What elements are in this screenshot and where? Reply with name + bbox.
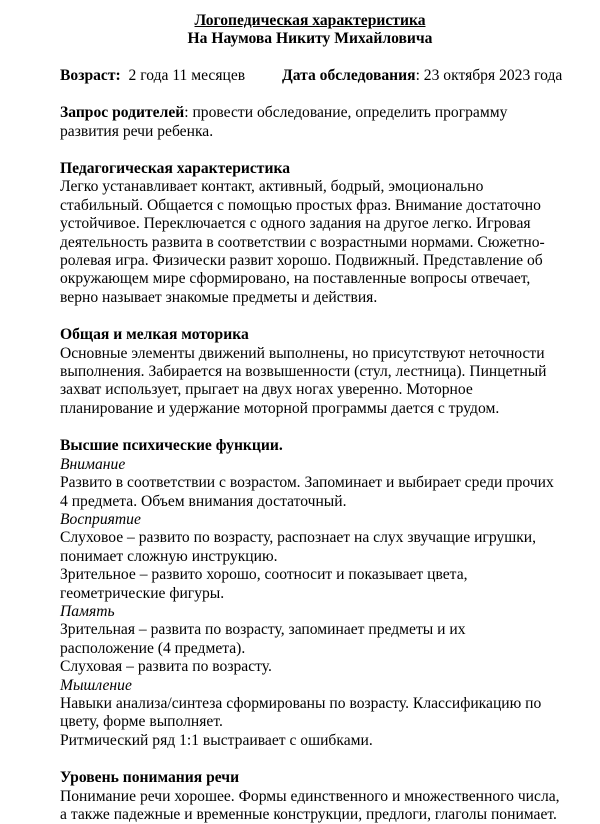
- exam-date-field: [282, 67, 562, 85]
- higher-functions-section: [60, 437, 560, 750]
- pedagogical-text: Легко устанавливает контакт, активный, бодрый, эмоционально стабильный. Общается с помощью простых фраз. Внимание достаточно устойчивое. Переключается с одного задания на другое легко. Игровая деятельность развита в соответствии с возрастными нормами. Сюжетно-ролевая игра. Физически развит хорошо. Подвижный. Представление об окружающем мире сформировано, на поставленные вопросы отвечает, верно называет знакомые предметы и действия.: [60, 178, 545, 306]
- document-page: [60, 12, 563, 824]
- thinking-text: Навыки анализа/синтеза сформированы по возрасту. Классификацию по цвету, форме выполняет.: [60, 694, 542, 731]
- motor-heading: Общая и мелкая моторика: [60, 326, 249, 344]
- parents-request-label: Запрос родителей: [60, 104, 185, 122]
- age-field: [60, 67, 245, 85]
- thinking-rhythm-text: Ритмический ряд 1:1 выстраивает с ошибками.: [60, 731, 373, 749]
- parents-request-text: : провести обследование, определить программу развития речи ребенка.: [60, 104, 508, 140]
- speech-understanding-heading: Уровень понимания речи: [60, 769, 240, 787]
- thinking-label: Мышление: [60, 676, 132, 694]
- age-label: Возраст:: [60, 66, 121, 84]
- pedagogical-section: [60, 160, 560, 307]
- parents-request-section: [60, 104, 560, 141]
- perception-visual-text: Зрительное – развито хорошо, соотносит и показывает цвета, геометрические фигуры.: [60, 566, 468, 602]
- motor-section: [60, 326, 560, 418]
- perception-label: Восприятие: [60, 510, 141, 528]
- attention-label: Внимание: [60, 455, 126, 473]
- higher-functions-heading: Высшие психические функции.: [60, 437, 283, 455]
- memory-label: Память: [60, 602, 115, 620]
- meta-row: [60, 66, 563, 85]
- motor-text: Основные элементы движений выполнены, но присутствуют неточности выполнения. Забирается на возвышенности (стул, лестница). Пинцетный захват использует, прыгает на двух ногах уверенно. Моторное планирование и удержание моторной программы дается с трудом.: [60, 344, 547, 417]
- perception-auditory-text: Слуховое – развито по возрасту, распознает на слух звучащие игрушки, понимает сложную инструкцию.: [60, 529, 537, 565]
- memory-visual-text: Зрительная – развита по возрасту, запоминает предметы и их расположение (4 предмета).: [60, 621, 466, 657]
- title-line-2: На Наумова Никиту Михайловича: [187, 30, 433, 48]
- speech-understanding-text: Понимание речи хорошее. Формы единственного и множественного числа, а также падежные и временные конструкции, предлоги, глаголы понимает.: [60, 787, 560, 824]
- age-value: 2 года 11 месяцев: [128, 66, 246, 84]
- exam-date-label: Дата обследования: [282, 66, 416, 84]
- parents-request-paragraph: [60, 104, 560, 141]
- attention-text: Развито в соответствии с возрастом. Запоминает и выбирает среди прочих 4 предмета. Объем внимания достаточный.: [60, 474, 554, 510]
- document-title: [60, 12, 560, 49]
- speech-understanding-section: [60, 769, 560, 824]
- exam-date-value: : 23 октября 2023 года: [415, 66, 563, 84]
- pedagogical-heading: Педагогическая характеристика: [60, 160, 290, 178]
- memory-auditory-text: Слуховая – развита по возрасту.: [60, 658, 272, 676]
- title-line-1: Логопедическая характеристика: [194, 12, 426, 29]
